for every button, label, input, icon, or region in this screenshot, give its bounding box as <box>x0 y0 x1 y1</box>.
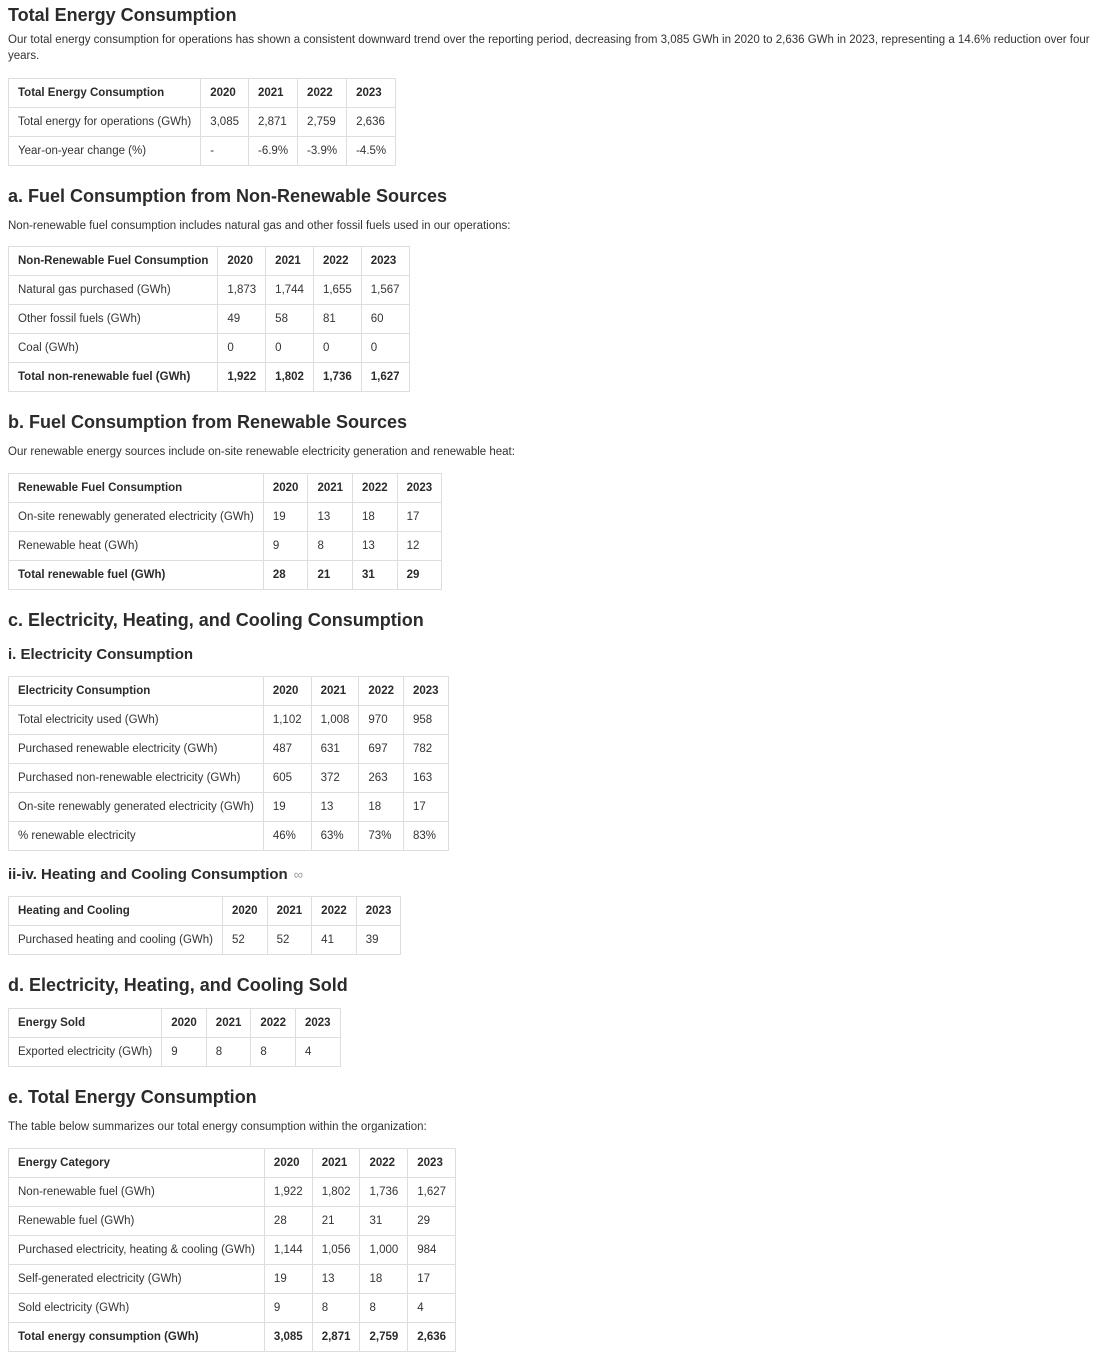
table-header-year: 2020 <box>218 247 266 276</box>
value-cell: 1,922 <box>218 363 266 392</box>
row-label-cell: Total non-renewable fuel (GWh) <box>9 363 218 392</box>
table-row <box>9 108 396 137</box>
table-row <box>9 137 396 166</box>
table-row <box>9 532 442 561</box>
value-cell: 18 <box>353 503 398 532</box>
value-cell: 17 <box>408 1265 456 1294</box>
value-cell: 0 <box>313 334 361 363</box>
value-cell: 9 <box>264 1294 312 1323</box>
value-cell: 13 <box>308 503 353 532</box>
value-cell: 1,627 <box>361 363 409 392</box>
table-header-year: 2023 <box>347 79 396 108</box>
section-a-intro: Non-renewable fuel consumption includes natural gas and other fossil fuels used in our operations: <box>8 220 511 232</box>
value-cell: 1,873 <box>218 276 266 305</box>
table-row <box>9 793 449 822</box>
table-header-year: 2022 <box>312 897 357 926</box>
table-header-row <box>9 247 410 276</box>
table-row <box>9 764 449 793</box>
table-header-label: Heating and Cooling <box>9 897 223 926</box>
row-label-cell: Purchased renewable electricity (GWh) <box>9 735 264 764</box>
value-cell: 17 <box>397 503 442 532</box>
table-header-label: Non-Renewable Fuel Consumption <box>9 247 218 276</box>
table-header-year: 2021 <box>206 1009 251 1038</box>
section-b-intro: Our renewable energy sources include on-site renewable electricity generation and renewable heat: <box>8 446 515 458</box>
value-cell: 19 <box>263 503 308 532</box>
value-cell: 58 <box>266 305 314 334</box>
table-electricity-consumption <box>8 676 1090 851</box>
table-energy-sold <box>8 1008 1090 1067</box>
data-table <box>8 1008 341 1067</box>
value-cell: -6.9% <box>249 137 298 166</box>
value-cell: 2,871 <box>312 1323 360 1352</box>
section-c-i-heading: i. Electricity Consumption <box>8 646 194 663</box>
row-label-cell: Total energy for operations (GWh) <box>9 108 201 137</box>
value-cell: 163 <box>404 764 449 793</box>
value-cell: 487 <box>263 735 311 764</box>
value-cell: -4.5% <box>347 137 396 166</box>
link-icon[interactable]: ∞ <box>293 867 303 883</box>
value-cell: 263 <box>359 764 404 793</box>
value-cell: 1,802 <box>312 1178 360 1207</box>
value-cell: 4 <box>408 1294 456 1323</box>
table-header-label: Energy Sold <box>9 1009 162 1038</box>
value-cell: 2,759 <box>298 108 347 137</box>
value-cell: -3.9% <box>298 137 347 166</box>
section-b-heading: b. Fuel Consumption from Renewable Sources <box>8 412 408 432</box>
table-header-label: Renewable Fuel Consumption <box>9 474 264 503</box>
intro-paragraph: Our total energy consumption for operations has shown a consistent downward trend over the reporting period, decreasing from 3,085 GWh in 2020 to 2,636 GWh in 2023, representing a 14.6% reduction over four years. <box>8 34 1090 62</box>
value-cell: 0 <box>218 334 266 363</box>
value-cell: 1,627 <box>408 1178 456 1207</box>
value-cell: 52 <box>222 926 267 955</box>
data-table <box>8 246 410 392</box>
table-total-energy <box>8 78 1090 166</box>
table-header-row <box>9 79 396 108</box>
table-row <box>9 1323 456 1352</box>
value-cell: 1,056 <box>312 1236 360 1265</box>
row-label-cell: On-site renewably generated electricity (GWh) <box>9 793 264 822</box>
value-cell: 984 <box>408 1236 456 1265</box>
table-header-year: 2023 <box>356 897 401 926</box>
row-label-cell: Year-on-year change (%) <box>9 137 201 166</box>
value-cell: 73% <box>359 822 404 851</box>
table-header-year: 2021 <box>266 247 314 276</box>
section-c-ii-title: ii-iv. Heating and Cooling Consumption <box>8 866 288 883</box>
value-cell: 13 <box>312 1265 360 1294</box>
value-cell: 2,636 <box>347 108 396 137</box>
value-cell: 13 <box>311 793 359 822</box>
table-header-year: 2022 <box>360 1149 408 1178</box>
value-cell: 1,008 <box>311 706 359 735</box>
table-row <box>9 1236 456 1265</box>
table-header-year: 2020 <box>263 474 308 503</box>
row-label-cell: % renewable electricity <box>9 822 264 851</box>
row-label-cell: Exported electricity (GWh) <box>9 1038 162 1067</box>
section-d-heading: d. Electricity, Heating, and Cooling Sold <box>8 975 348 996</box>
table-header-row <box>9 1009 341 1038</box>
value-cell: 19 <box>264 1265 312 1294</box>
value-cell: 63% <box>311 822 359 851</box>
table-header-year: 2023 <box>408 1149 456 1178</box>
table-header-year: 2023 <box>295 1009 340 1038</box>
value-cell: 1,802 <box>266 363 314 392</box>
value-cell: 605 <box>263 764 311 793</box>
row-label-cell: Renewable heat (GWh) <box>9 532 264 561</box>
table-row <box>9 926 401 955</box>
value-cell: 970 <box>359 706 404 735</box>
table-row <box>9 305 410 334</box>
value-cell: 8 <box>308 532 353 561</box>
value-cell: 81 <box>313 305 361 334</box>
value-cell: 1,000 <box>360 1236 408 1265</box>
table-header-year: 2020 <box>263 677 311 706</box>
value-cell: 83% <box>404 822 449 851</box>
value-cell: 1,744 <box>266 276 314 305</box>
row-label-cell: Sold electricity (GWh) <box>9 1294 265 1323</box>
table-header-year: 2022 <box>313 247 361 276</box>
table-header-year: 2020 <box>222 897 267 926</box>
table-row <box>9 822 449 851</box>
data-table <box>8 676 449 851</box>
value-cell: 958 <box>404 706 449 735</box>
value-cell: 9 <box>263 532 308 561</box>
table-header-year: 2022 <box>251 1009 296 1038</box>
table-renewable-fuel <box>8 473 1090 590</box>
value-cell: 29 <box>408 1207 456 1236</box>
section-e-intro: The table below summarizes our total energy consumption within the organization: <box>8 1121 427 1134</box>
table-header-year: 2023 <box>404 677 449 706</box>
value-cell: 19 <box>263 793 311 822</box>
value-cell: 31 <box>353 561 398 590</box>
value-cell: 631 <box>311 735 359 764</box>
value-cell: 49 <box>218 305 266 334</box>
row-label-cell: Purchased heating and cooling (GWh) <box>9 926 223 955</box>
table-header-row <box>9 1149 456 1178</box>
value-cell: 2,636 <box>408 1323 456 1352</box>
value-cell: 17 <box>404 793 449 822</box>
table-energy-category <box>8 1148 1090 1352</box>
value-cell: 28 <box>263 561 308 590</box>
value-cell: 9 <box>162 1038 207 1067</box>
data-table <box>8 1148 456 1352</box>
page-title: Total Energy Consumption <box>8 5 237 25</box>
section-a-heading: a. Fuel Consumption from Non-Renewable Sources <box>8 186 448 206</box>
value-cell: 1,736 <box>360 1178 408 1207</box>
table-row <box>9 276 410 305</box>
table-row <box>9 334 410 363</box>
value-cell: 18 <box>360 1265 408 1294</box>
value-cell: 52 <box>267 926 312 955</box>
row-label-cell: Renewable fuel (GWh) <box>9 1207 265 1236</box>
row-label-cell: Natural gas purchased (GWh) <box>9 276 218 305</box>
table-header-label: Electricity Consumption <box>9 677 264 706</box>
value-cell: 1,144 <box>264 1236 312 1265</box>
section-c-ii-heading <box>8 865 1090 885</box>
value-cell: 29 <box>397 561 442 590</box>
value-cell: 2,759 <box>360 1323 408 1352</box>
value-cell: 21 <box>308 561 353 590</box>
value-cell: 41 <box>312 926 357 955</box>
table-header-year: 2020 <box>201 79 249 108</box>
value-cell: 8 <box>206 1038 251 1067</box>
value-cell: 46% <box>263 822 311 851</box>
value-cell: 0 <box>361 334 409 363</box>
table-header-year: 2020 <box>162 1009 207 1038</box>
value-cell: 21 <box>312 1207 360 1236</box>
row-label-cell: Total renewable fuel (GWh) <box>9 561 264 590</box>
table-row <box>9 735 449 764</box>
row-label-cell: Total electricity used (GWh) <box>9 706 264 735</box>
table-row <box>9 1038 341 1067</box>
table-header-year: 2021 <box>267 897 312 926</box>
value-cell: 12 <box>397 532 442 561</box>
value-cell: 0 <box>266 334 314 363</box>
value-cell: 1,736 <box>313 363 361 392</box>
value-cell: 1,655 <box>313 276 361 305</box>
value-cell: 697 <box>359 735 404 764</box>
table-header-year: 2022 <box>298 79 347 108</box>
table-header-row <box>9 897 401 926</box>
row-label-cell: Purchased electricity, heating & cooling (GWh) <box>9 1236 265 1265</box>
value-cell: 18 <box>359 793 404 822</box>
table-row <box>9 1178 456 1207</box>
value-cell: 3,085 <box>264 1323 312 1352</box>
table-row <box>9 561 442 590</box>
row-label-cell: On-site renewably generated electricity (GWh) <box>9 503 264 532</box>
value-cell: 28 <box>264 1207 312 1236</box>
row-label-cell: Purchased non-renewable electricity (GWh) <box>9 764 264 793</box>
value-cell: 8 <box>360 1294 408 1323</box>
value-cell: 3,085 <box>201 108 249 137</box>
value-cell: 1,567 <box>361 276 409 305</box>
value-cell: 1,102 <box>263 706 311 735</box>
row-label-cell: Coal (GWh) <box>9 334 218 363</box>
table-header-year: 2021 <box>311 677 359 706</box>
table-header-row <box>9 474 442 503</box>
table-header-label: Energy Category <box>9 1149 265 1178</box>
value-cell: 372 <box>311 764 359 793</box>
value-cell: 39 <box>356 926 401 955</box>
section-c-heading: c. Electricity, Heating, and Cooling Consumption <box>8 610 424 630</box>
table-header-label: Total Energy Consumption <box>9 79 201 108</box>
value-cell: 31 <box>360 1207 408 1236</box>
table-row <box>9 1265 456 1294</box>
data-table <box>8 78 396 166</box>
table-header-year: 2021 <box>312 1149 360 1178</box>
table-header-year: 2023 <box>361 247 409 276</box>
table-header-year: 2021 <box>249 79 298 108</box>
table-header-year: 2023 <box>397 474 442 503</box>
table-header-row <box>9 677 449 706</box>
table-header-year: 2021 <box>308 474 353 503</box>
row-label-cell: Self-generated electricity (GWh) <box>9 1265 265 1294</box>
table-heating-cooling <box>8 896 1090 955</box>
value-cell: 8 <box>312 1294 360 1323</box>
value-cell: 8 <box>251 1038 296 1067</box>
table-header-year: 2022 <box>353 474 398 503</box>
value-cell: 13 <box>353 532 398 561</box>
table-header-year: 2020 <box>264 1149 312 1178</box>
table-row <box>9 1207 456 1236</box>
section-e-heading: e. Total Energy Consumption <box>8 1087 257 1108</box>
table-non-renewable-fuel <box>8 246 1090 392</box>
value-cell: 782 <box>404 735 449 764</box>
data-table <box>8 896 401 955</box>
table-row <box>9 706 449 735</box>
table-header-year: 2022 <box>359 677 404 706</box>
value-cell: 1,922 <box>264 1178 312 1207</box>
value-cell: 60 <box>361 305 409 334</box>
value-cell: 4 <box>295 1038 340 1067</box>
value-cell: - <box>201 137 249 166</box>
table-row <box>9 503 442 532</box>
data-table <box>8 473 442 590</box>
row-label-cell: Non-renewable fuel (GWh) <box>9 1178 265 1207</box>
table-row <box>9 1294 456 1323</box>
table-row <box>9 363 410 392</box>
row-label-cell: Other fossil fuels (GWh) <box>9 305 218 334</box>
row-label-cell: Total energy consumption (GWh) <box>9 1323 265 1352</box>
value-cell: 2,871 <box>249 108 298 137</box>
